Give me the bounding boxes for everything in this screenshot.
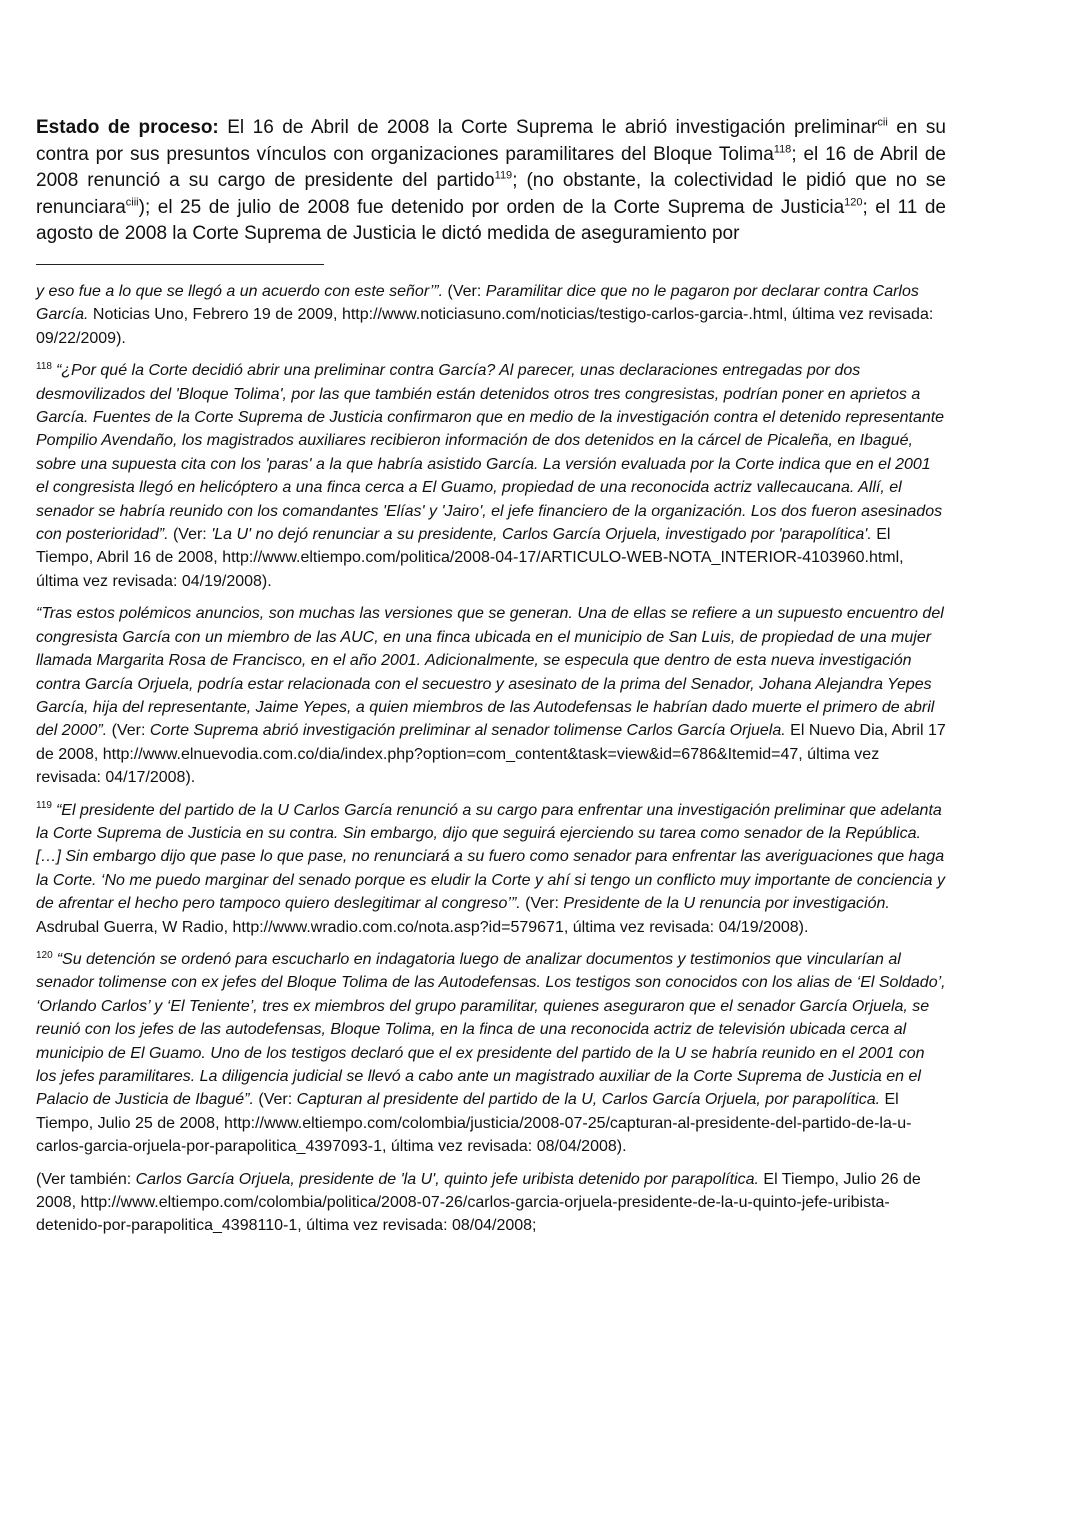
footnote-119: $^{119}$ “El presidente del partido de la U Carlos García renunció a su cargo para enfrentar una investigación preliminar que adelanta la Corte Suprema de Justicia en su contra. Sin embargo, dijo que seguirá ejerciendo su tarea como senador de la República. […] Sin embargo dijo que pase lo que pase, no renunciará a su fuero como senador para enfrentar las averiguaciones que haga la Corte. ‘No me puedo marginar del senado porque es eludir la Corte y ahí si tengo un conflicto muy importante de conciencia y de afrentar el hecho pero tampoco quiero deslegitimar al congreso’”. (Ver: Presidente de la U renuncia por investigación. Asdrubal Guerra, W Radio, http://www.wradio.com.co/nota.asp?id=579671, última vez revisada: 04/19/2008). bbox=[36, 800, 945, 936]
main-paragraph bbox=[36, 115, 946, 248]
footnote-separator bbox=[36, 264, 324, 265]
footnotes-section bbox=[36, 280, 946, 1247]
footnote-118: $^{118}$ “¿Por qué la Corte decidió abrir una preliminar contra García? Al parecer, unas declaraciones entregadas por dos desmovilizados del 'Bloque Tolima', por las que también están detenidos otros tres congresistas, podrían poner en aprietos a García. Fuentes de la Corte Suprema de Justicia confirmaron que en medio de la investigación contra el detenido representante Pompilio Avendaño, los magistrados auxiliares recibieron información de dos detenidos en la cárcel de Picaleña, en Ibagué, sobre una supuesta cita con los 'paras' a la que habría asistido García. La versión evaluada por la Corte indica que en el 2001 el congresista llegó en helicóptero a una finca cerca a El Guamo, propiedad de una reconocida actriz vallecaucana. Allí, el senador se habría reunido con los comandantes 'Elías' y 'Jairo', el jefe financiero de la organización. Los dos fueron asesinados con posterioridad”. (Ver: 'La U' no dejó renunciar a su presidente, Carlos García Orjuela, investigado por 'parapolítica'. El Tiempo, Abril 16 de 2008, http://www.eltiempo.com/politica/2008-04-17/ARTICULO-WEB-NOTA_INTERIOR-4103960.html, última vez revisada: 04/19/2008). bbox=[36, 360, 945, 590]
endnote-ref-ciii: ciii bbox=[125, 196, 139, 209]
status-label: Estado de proceso: bbox=[36, 117, 219, 138]
footnote-ref-120: 120 bbox=[844, 196, 863, 209]
footnote-number: 120 bbox=[36, 949, 53, 961]
endnote-ref-cii: cii bbox=[877, 116, 888, 129]
main-text-5: ); el 25 de julio de 2008 fue detenido por orden de la Corte Suprema de Justicia bbox=[138, 196, 845, 218]
footnote-number: 118 bbox=[36, 360, 52, 372]
footnote-number: 119 bbox=[36, 800, 52, 812]
footnote-continuation: y eso fue a lo que se llegó a un acuerdo con este señor’”. (Ver: Paramilitar dice que no le pagaron por declarar contra Carlos García. Noticias Uno, Febrero 19 de 2009, http://www.noticiasuno.com/noticias/testigo-carlos-garcia-.html, última vez revisada: 09/22/2009). bbox=[36, 283, 934, 347]
footnote-ref-119: 119 bbox=[494, 169, 513, 182]
main-text-2: en su contra por sus presuntos vínculos con organizaciones paramilitares del Bloque Tolima bbox=[36, 117, 946, 165]
footnote-120: $^{120}$ “Su detención se ordenó para escucharlo en indagatoria luego de analizar documentos y testimonios que vincularían al senador tolimense con ex jefes del Bloque Tolima de las Autodefensas. Los testigos son conocidos con los alias de ‘El Soldado’, ‘Orlando Carlos’ y ‘El Teniente’, tres ex miembros del grupo paramilitar, quienes aseguraron que el senador García Orjuela, se reunió con los jefes de las autodefensas, Bloque Tolima, en la finca de una reconocida actriz de televisión ubicada cerca al municipio de El Guamo. Uno de los testigos declaró que el ex presidente del partido de la U se habría reunido en el 2001 con los jefes paramilitares. La diligencia judicial se llevó a cabo ante un magistrado auxiliar de la Corte Suprema de Justicia en el Palacio de Justicia de Ibagué”. (Ver: Capturan al presidente del partido de la U, Carlos García Orjuela, por parapolítica. El Tiempo, Julio 25 de 2008, http://www.eltiempo.com/colombia/justicia/2008-07-25/capturan-al-presidente-del-partido-de-la-u-carlos-garcia-orjuela-por-parapolitica_4397093-1, última vez revisada: 08/04/2008). bbox=[36, 949, 946, 1156]
footnote-ref-118: 118 bbox=[773, 143, 792, 156]
main-text-3: ; el 16 de Abril de 2008 renunció a su cargo de presidente del partido bbox=[36, 143, 946, 192]
footnote-118-paragraph-2: “Tras estos polémicos anuncios, son muchas las versiones que se generan. Una de ellas se refiere a un supuesto encuentro del congresista García con un miembro de las AUC, en una finca ubicada en el municipio de San Luis, de propiedad de una mujer llamada Margarita Rosa de Francisco, en el año 2001. Adicionalmente, se especula que dentro de esta nueva investigación contra García Orjuela, podría estar relacionada con el secuestro y asesinato de la prima del Senador, Johana Alejandra Yepes García, hija del representante, Jaime Yepes, a quien miembros de las Autodefensas le habrían dado muerte el primero de abril del 2000”. (Ver: Corte Suprema abrió investigación preliminar al senador tolimense Carlos García Orjuela. El Nuevo Dia, Abril 17 de 2008, http://www.elnuevodia.com.co/dia/index.php?option=com_content&task=view&id=6786&Itemid=47, última vez revisada: 04/17/2008). bbox=[36, 605, 946, 787]
main-text-1: El 16 de Abril de 2008 la Corte Suprema le abrió investigación preliminar bbox=[218, 117, 878, 138]
footnote-120-see-also: (Ver también: Carlos García Orjuela, presidente de 'la U', quinto jefe uribista detenido por parapolítica. El Tiempo, Julio 26 de 2008, http://www.eltiempo.com/colombia/politica/2008-07-26/carlos-garcia-orjuela-presidente-de-la-u-quinto-jefe-uribista-detenido-por-parapolitica_4398110-1, última vez revisada: 08/04/2008; bbox=[36, 1170, 921, 1235]
main-text-6: ; el 11 de agosto de 2008 la Corte Suprema de Justicia le dictó medida de aseguramiento por bbox=[36, 196, 946, 245]
main-text-4: ; (no obstante, la colectividad le pidió que no se renunciara bbox=[36, 170, 946, 218]
